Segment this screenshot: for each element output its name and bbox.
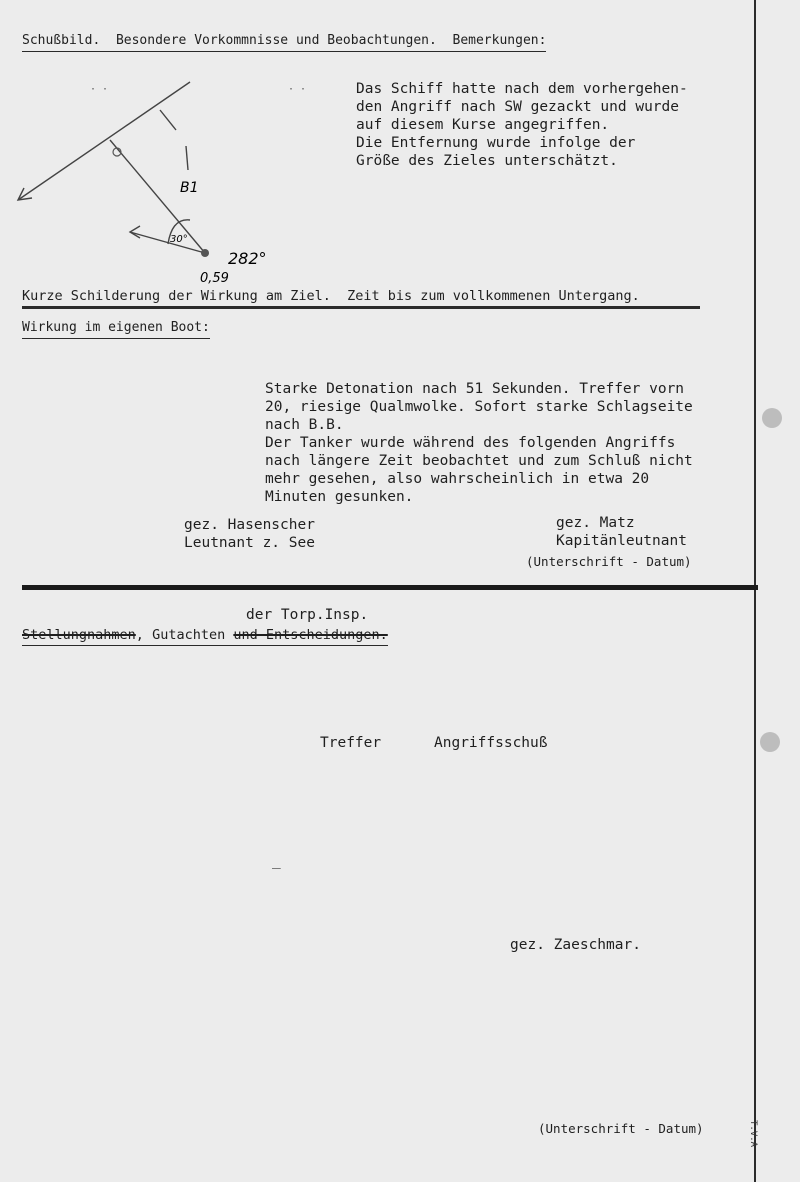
report-line: nach längere Zeit beobachtet und zum Schluß nicht: [265, 453, 693, 469]
side-reference: T.V.A: [748, 1120, 758, 1148]
report-line: Minuten gesunken.: [265, 489, 414, 505]
remarks-line: Größe des Zieles unterschätzt.: [356, 153, 618, 169]
right-margin-rule: [754, 0, 756, 1182]
final-signature: gez. Zaeschmar.: [510, 937, 641, 953]
signature-left-name: gez. Hasenscher: [184, 517, 315, 533]
header-line: Schußbild. Besondere Vorkommnisse und Beobachtungen. Bemerkungen:: [22, 32, 546, 52]
verdict-hit: Treffer: [320, 735, 382, 751]
signature-right-rank: Kapitänleutnant: [556, 533, 687, 549]
signature-left-rank: Leutnant z. See: [184, 535, 315, 551]
remarks-line: Die Entfernung wurde infolge der: [356, 135, 636, 151]
report-block: [265, 380, 693, 506]
effect-target-heading: Kurze Schilderung der Wirkung am Ziel. Zeit bis zum vollkommenen Untergang.: [22, 288, 640, 304]
sketch-bearing-label: 282°: [228, 249, 267, 268]
remarks-line: auf diesem Kurse angegriffen.: [356, 117, 610, 133]
svg-text:· ·: · ·: [90, 84, 109, 95]
effect-boat-heading: Wirkung im eigenen Boot:: [22, 319, 210, 339]
svg-text:· ·: · ·: [288, 84, 307, 95]
verdict-shot: Angriffsschuß: [434, 735, 548, 751]
section-divider: [22, 585, 758, 590]
inspection-insert: der Torp.Insp.: [246, 607, 369, 623]
punch-hole-top: [762, 408, 782, 428]
header-title: Schußbild: [22, 33, 93, 48]
report-line: mehr gesehen, also wahrscheinlich in etwa 20: [265, 471, 650, 487]
report-line: Der Tanker wurde während des folgenden Angriffs: [265, 435, 676, 451]
punch-hole-bottom: [760, 732, 780, 752]
sketch-angle-label: 30°: [170, 234, 188, 245]
shot-sketch: [0, 60, 340, 290]
remarks-block: [356, 80, 688, 170]
report-line: 20, riesige Qualmwolke. Sofort starke Schlagseite: [265, 399, 693, 415]
dash-mark: _: [272, 853, 281, 869]
remarks-line: Das Schiff hatte nach dem vorhergehen-: [356, 81, 688, 97]
final-signature-caption: (Unterschrift - Datum): [538, 1121, 704, 1136]
header-remarks: Bemerkungen:: [452, 33, 547, 48]
header-subtitle: Besondere Vorkommnisse und Beobachtungen.: [115, 33, 437, 48]
remarks-line: den Angriff nach SW gezackt und wurde: [356, 99, 680, 115]
report-line: Starke Detonation nach 51 Sekunden. Treffer vorn: [265, 381, 685, 397]
inspection-heading: Stellungnahmen, Gutachten und Entscheidungen.: [22, 626, 388, 646]
sketch-b-label: B1: [180, 180, 199, 196]
signature-right-caption: (Unterschrift - Datum): [526, 554, 692, 569]
effect-target-rule: [22, 306, 700, 309]
sketch-speed-label: 0,59: [200, 271, 229, 286]
report-line: nach B.B.: [265, 417, 344, 433]
signature-right-name: gez. Matz: [556, 515, 635, 531]
